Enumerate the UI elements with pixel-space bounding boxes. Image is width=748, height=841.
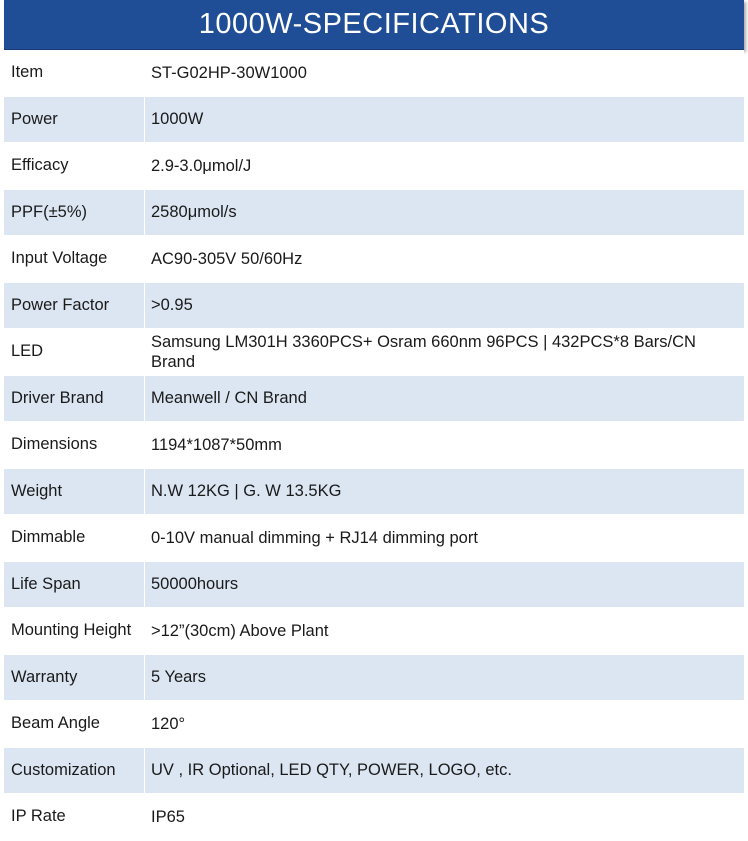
spec-label: Dimmable: [4, 515, 145, 561]
spec-value: 1194*1087*50mm: [145, 422, 744, 468]
table-row: [4, 469, 744, 516]
table-row: [4, 515, 744, 562]
table-row: [4, 376, 744, 423]
spec-value: IP65: [145, 794, 744, 840]
spec-value: 2580μmol/s: [145, 190, 744, 236]
table-row: [4, 283, 744, 330]
spec-value: Meanwell / CN Brand: [145, 376, 744, 422]
spec-value: AC90-305V 50/60Hz: [145, 236, 744, 282]
spec-label: Power: [4, 97, 145, 143]
spec-label: Customization: [4, 748, 145, 794]
spec-label: Weight: [4, 469, 145, 515]
spec-value: N.W 12KG | G. W 13.5KG: [145, 469, 744, 515]
spec-value: 0-10V manual dimming + RJ14 dimming port: [145, 515, 744, 561]
spec-value: >12”(30cm) Above Plant: [145, 608, 744, 654]
spec-label: Dimensions: [4, 422, 145, 468]
spec-label: Life Span: [4, 562, 145, 608]
spec-label: Warranty: [4, 655, 145, 701]
spec-value: 50000hours: [145, 562, 744, 608]
table-row: [4, 562, 744, 609]
table-row: [4, 236, 744, 283]
table-row: [4, 422, 744, 469]
spec-label: Beam Angle: [4, 701, 145, 747]
spec-label: Input Voltage: [4, 236, 145, 282]
spec-value: 2.9-3.0μmol/J: [145, 143, 744, 189]
table-row: [4, 655, 744, 702]
spec-label: Power Factor: [4, 283, 145, 329]
spec-value: ST-G02HP-30W1000: [145, 50, 744, 96]
spec-value: Samsung LM301H 3360PCS+ Osram 660nm 96PCS | 432PCS*8 Bars/CN Brand: [145, 329, 744, 375]
table-row: [4, 329, 744, 376]
spec-value: 5 Years: [145, 655, 744, 701]
spec-label: Item: [4, 50, 145, 96]
spec-value: 120°: [145, 701, 744, 747]
table-row: [4, 50, 744, 97]
table-row: [4, 701, 744, 748]
spec-header: [4, 0, 744, 50]
spec-value: UV , IR Optional, LED QTY, POWER, LOGO, etc.: [145, 748, 744, 794]
spec-label: LED: [4, 329, 145, 375]
spec-table: [4, 50, 744, 841]
spec-value: >0.95: [145, 283, 744, 329]
spec-label: Mounting Height: [4, 608, 145, 654]
table-row: [4, 97, 744, 144]
spec-value: 1000W: [145, 97, 744, 143]
spec-label: Driver Brand: [4, 376, 145, 422]
table-row: [4, 748, 744, 795]
page-title: 1000W-SPECIFICATIONS: [198, 8, 550, 40]
spec-label: Efficacy: [4, 143, 145, 189]
table-row: [4, 143, 744, 190]
table-row: [4, 608, 744, 655]
spec-label: IP Rate: [4, 794, 145, 840]
spec-label: PPF(±5%): [4, 190, 145, 236]
table-row: [4, 190, 744, 237]
